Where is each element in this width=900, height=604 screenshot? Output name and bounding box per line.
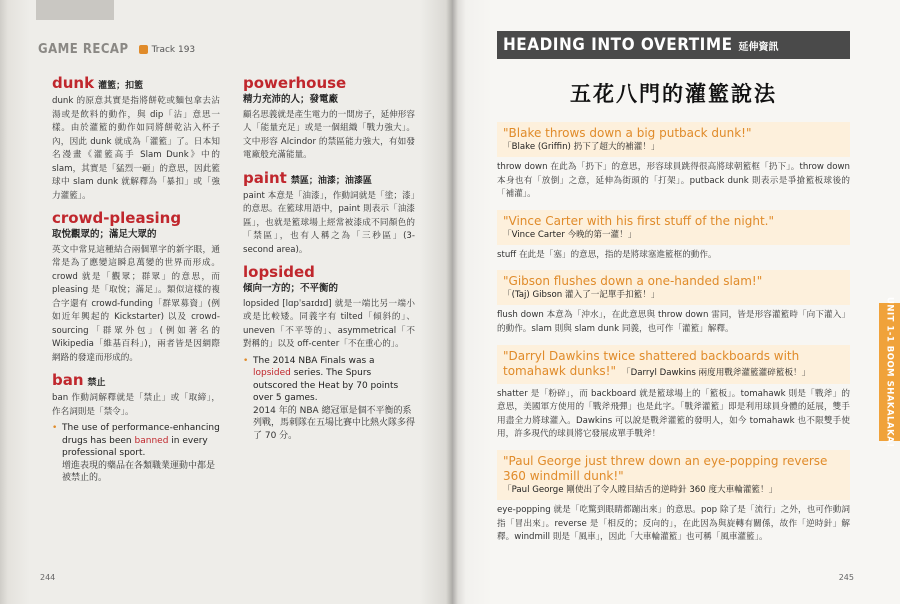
quote-english-text: "Blake throws down a big putback dunk!" [503,126,752,140]
term-explanation: dunk 的原意其實是指將餅乾或麵包拿去沾湯或是飲料的動作，與 dip「沾」意思一樣。由於灌籃的動作如同將餅乾沾入杯子內，因此 dunk 就成為「灌籃」了。日本知名漫畫《灌籃高手 Slam Dunk》中的 slam，其實是「猛烈一砸」的意思，因此籃球中 slam dunk 就解釋為「暴扣」或「強力灌籃」。 [52,96,220,201]
overtime-heading-bar [497,31,850,59]
example-sentence [52,422,220,485]
term-explanation: 英文中常見這種結合兩個單字的新字眼，通常是為了應變這瞬息萬變的世界而形成。crowd 就是「觀眾；群眾」的意思，而 pleasing 是「取悅；滿足」。類似這樣的複合字還有 crowd-funding「群眾募資」(例如近年興起的 Kickstarter) 以及 crowd-sourcing「群眾外包」(例如著名的 Wikipedia「維基百科」)，兩者皆是因網際網路的發達而形成的。 [52,244,220,363]
quote-box [497,450,850,500]
quote-english-text: "Darryl Dawkins twice shattered backboards with tomahawk dunks!" [503,348,800,378]
example-translation: 2014 年的 NBA 總冠軍是個不平衡的系列戰，馬刺隊在五場比賽中比熱火隊多得了 70 分。 [253,405,416,441]
quote-translation: 「Paul George 剛使出了令人瞠目結舌的逆時針 360 度大車輪灌籃！」 [503,484,778,495]
term-explanation: 顧名思義就是產生電力的一間房子，延伸形容人「能量充足」或是一個組織「戰力強大」。文中形容 Alcindor 的禁區能力強大，有如發電廠般充滿能量。 [243,109,415,160]
example-translation: 增進表現的藥品在各類職業運動中都是被禁止的。 [62,460,216,483]
quote-english [503,214,844,229]
heading-en: HEADING INTO OVERTIME [503,35,733,55]
term-translation: 灌籃；扣籃 [98,81,144,91]
heading-zh: 延伸資訊 [738,41,779,53]
term-explanation: paint 本意是「油漆」，作動詞就是「塗；漆」的意思。在籃球用語中，paint 則表示「油漆區」，也就是籃球場上經常被漆成不同顏色的「禁區」，也有人稱之為「三秒區」(3-second area)。 [243,190,415,255]
vocab-term [52,209,220,227]
dunk-phrases-list [497,122,850,545]
quote-box [497,270,850,305]
example-text: The 2014 NBA Finals was a [253,355,375,366]
quote-translation: 「(Taj) Gibson 灌入了一記單手扣籃！」 [503,290,660,301]
quote-box [497,345,850,384]
speaker-icon[interactable] [139,45,148,54]
term-word: lopsided [243,263,315,281]
term-word: dunk [52,74,95,92]
quote-box [497,210,850,245]
term-word: ban [52,371,84,389]
phrase-explanation: throw down 在此為「扔下」的意思，形容球員跳得很高將球朝籃框「扔下」。throw down 本身也有「放倒」之意，延伸為街頭的「打架」。putback dunk 則表示是爭搶籃板球後的「補灌」。 [497,162,850,200]
right-page [452,0,900,604]
example-text: in every professional sport. [62,435,208,458]
vocab-term [52,371,220,392]
term-meaning: 取悅觀眾的；滿足大眾的 [52,229,157,240]
term-meaning: 精力充沛的人；發電廠 [243,94,339,105]
tape-decoration [36,0,114,20]
term-explanation: ban 作動詞解釋就是「禁止」或「取締」，作名詞則是「禁令」。 [52,393,220,417]
quote-english [503,274,844,289]
book-gutter [446,0,458,604]
track-label: Track 193 [151,44,196,55]
term-word: crowd-pleasing [52,209,182,227]
vocab-term [243,169,415,190]
vocab-term [243,74,415,92]
example-highlight: banned [134,435,169,446]
phrase-explanation: flush down 本意為「沖水」，在此意思與 throw down 雷同，皆是形容灌籃時「向下灌入」的動作。slam 則與 slam dunk 同義，也可作「灌籃」解釋。 [497,310,850,334]
quote-english [503,349,844,381]
phrase-explanation: stuff 在此是「塞」的意思，指的是將球塞進籃框的動作。 [497,249,717,260]
vocab-column-1 [52,68,220,485]
term-word: powerhouse [243,74,347,92]
example-text: series. The Spurs outscored the Heat by 70 points over 5 games. [253,368,399,403]
unit-side-label: UNIT 1-1 BOOM SHAKALAKA! [884,296,895,448]
vocab-column-2 [243,68,415,442]
quote-english-text: "Vince Carter with his first stuff of the night." [503,213,774,228]
vocab-term [52,74,220,95]
term-translation: 禁區；油漆；油漆區 [290,175,372,186]
quote-translation: 「Darryl Dawkins 兩度用戰斧灌籃灌碎籃板！」 [622,367,811,378]
phrase-explanation: eye-popping 就是「吃驚到眼睛都蹦出來」的意思。pop 除了是「流行」之外，也可作動詞指「冒出來」。reverse 是「相反的；反向的」，在此因為與旋轉有關係，故作「逆時針」解釋。windmill 則是「風車」，因此「大車輪灌籃」也可稱「風車灌籃」。 [497,504,850,543]
quote-translation: 「Blake (Griffin) 扔下了超大的補灌！」 [503,142,660,152]
term-word: paint [243,168,287,187]
quote-box [497,122,850,157]
page-title: 五花八門的灌籃說法 [570,82,777,106]
quote-translation: 「Vince Carter 今晚的第一灌！」 [503,229,637,240]
term-translation: 禁止 [87,378,106,388]
quote-english [503,126,844,141]
phrase-explanation: shatter 是「粉碎」，而 backboard 就是籃球場上的「籃板」。tomahawk 則是「戰斧」的意思，美國軍方使用的「戰斧飛彈」也是此字。「戰斧灌籃」即是利用球員身體的延展，雙手用盡全力將球灌入。Dawkins 可以說是戰斧灌籃的發明人，如今 tomahawk 也不限雙手使用，許多現代的球員將它發展成單手戰斧！ [497,388,850,440]
game-recap-header [38,42,195,57]
term-explanation: lopsided [lɑpˈsaɪdɪd] 就是一端比另一端小或是比較矮。同義字有 tilted「傾斜的」、uneven「不平等的」、asymmetrical「不對稱的」以及 off-center「不在重心的」。 [243,298,415,349]
vocab-term [243,263,415,281]
quote-english-text: "Paul George just threw down an eye-popping reverse 360 windmill dunk!" [503,453,828,483]
quote-english [503,454,844,484]
quote-english-text: "Gibson flushes down a one-handed slam!" [503,274,763,289]
example-text: The use of performance-enhancing drugs has been [62,423,220,446]
section-title: GAME RECAP [38,42,129,57]
example-sentence [243,355,415,443]
page-number-left: 244 [40,573,56,582]
term-meaning: 傾向一方的；不平衡的 [243,283,339,294]
page-number-right: 245 [838,573,854,582]
example-highlight: lopsided [253,368,291,378]
